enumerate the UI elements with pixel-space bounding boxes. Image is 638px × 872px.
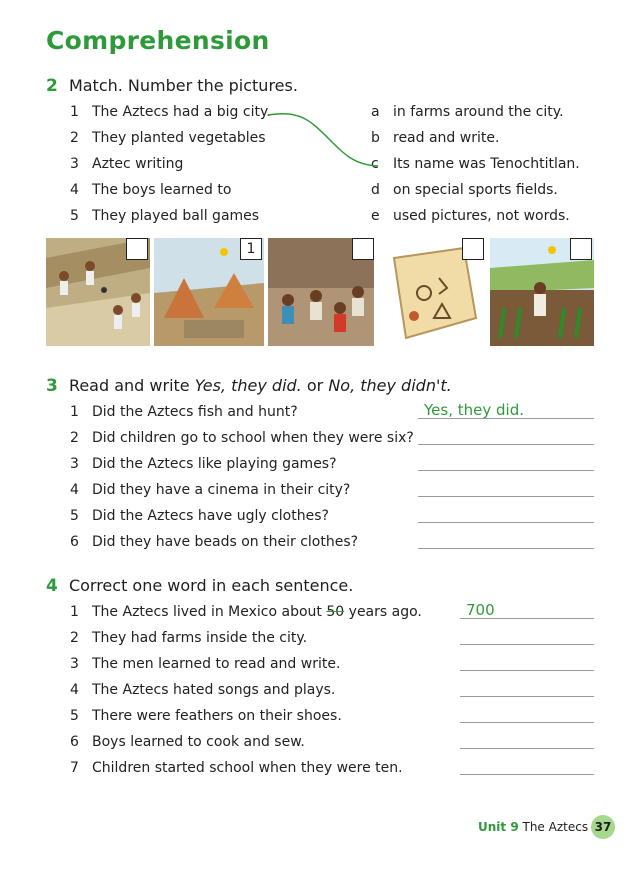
- exercise-number: 2: [46, 76, 58, 96]
- question-row: 5 Did the Aztecs have ugly clothes?: [70, 508, 329, 524]
- exercise-number: 3: [46, 376, 58, 396]
- picture-school: [268, 238, 374, 346]
- question-row: 1 Did the Aztecs fish and hunt?: [70, 404, 298, 420]
- match-left-item: 2 They planted vegetables: [70, 130, 266, 146]
- answer-field[interactable]: [460, 704, 594, 723]
- exercise-instruction-or: or: [301, 376, 329, 395]
- match-left-item: 3 Aztec writing: [70, 156, 184, 172]
- footer-unit: Unit 9: [478, 820, 519, 834]
- answer-field[interactable]: [418, 530, 594, 549]
- match-right-item: a in farms around the city.: [371, 104, 564, 120]
- page-title: Comprehension: [46, 26, 270, 55]
- exercise-instruction-start: Read and write: [68, 376, 195, 395]
- picture-answer-box[interactable]: [126, 238, 148, 260]
- answer-field[interactable]: [418, 478, 594, 497]
- question-row: 3 Did the Aztecs like playing games?: [70, 456, 337, 472]
- sentence-row: 3 The men learned to read and write.: [70, 656, 341, 672]
- match-right-item: d on special sports fields.: [371, 182, 558, 198]
- answer-field[interactable]: [460, 626, 594, 645]
- answer-field[interactable]: [460, 756, 594, 775]
- picture-ball-game: [46, 238, 150, 346]
- answer-field[interactable]: Yes, they did.: [418, 400, 594, 419]
- match-connector-line: [0, 0, 638, 240]
- picture-answer-box[interactable]: [352, 238, 374, 260]
- question-row: 2 Did children go to school when they were six?: [70, 430, 414, 446]
- picture-farm: [490, 238, 594, 346]
- answer-field[interactable]: [418, 426, 594, 445]
- sentence-row: 1 The Aztecs lived in Mexico about 50 years ago.: [70, 604, 422, 620]
- exercise-3-heading: [46, 376, 452, 396]
- answer-field[interactable]: [460, 652, 594, 671]
- answer-field[interactable]: [460, 730, 594, 749]
- answer-field[interactable]: 700: [460, 600, 594, 619]
- picture-writing: [384, 238, 486, 346]
- match-right-item: e used pictures, not words.: [371, 208, 570, 224]
- exercise-instruction: Match. Number the pictures.: [68, 76, 298, 95]
- match-left-item: 1 The Aztecs had a big city.: [70, 104, 271, 120]
- picture-answer-box[interactable]: [570, 238, 592, 260]
- answer-field[interactable]: [418, 452, 594, 471]
- match-left-item: 4 The boys learned to: [70, 182, 232, 198]
- answer-field[interactable]: [418, 504, 594, 523]
- question-row: 4 Did they have a cinema in their city?: [70, 482, 351, 498]
- footer-unit-label: [478, 820, 588, 834]
- sentence-row: 7 Children started school when they were ten.: [70, 760, 403, 776]
- match-right-item: b read and write.: [371, 130, 500, 146]
- picture-city: [154, 238, 264, 346]
- footer-topic: The Aztecs: [522, 820, 589, 834]
- exercise-instruction-no: No, they didn't.: [328, 376, 452, 395]
- match-left-item: 5 They played ball games: [70, 208, 260, 224]
- exercise-instruction-yes: Yes, they did.: [194, 376, 302, 395]
- sentence-row: 5 There were feathers on their shoes.: [70, 708, 342, 724]
- picture-answer-box[interactable]: [462, 238, 484, 260]
- answer-field[interactable]: [460, 678, 594, 697]
- exercise-4-heading: [46, 576, 353, 596]
- match-right-item: c Its name was Tenochtitlan.: [371, 156, 580, 172]
- sentence-row: 6 Boys learned to cook and sew.: [70, 734, 305, 750]
- struck-word: 50: [326, 604, 345, 620]
- sentence-row: 4 The Aztecs hated songs and plays.: [70, 682, 336, 698]
- question-row: 6 Did they have beads on their clothes?: [70, 534, 359, 550]
- exercise-number: 4: [46, 576, 58, 596]
- exercise-instruction: Correct one word in each sentence.: [68, 576, 354, 595]
- page-number: 37: [591, 815, 615, 839]
- sentence-row: 2 They had farms inside the city.: [70, 630, 308, 646]
- picture-answer-box[interactable]: 1: [240, 238, 262, 260]
